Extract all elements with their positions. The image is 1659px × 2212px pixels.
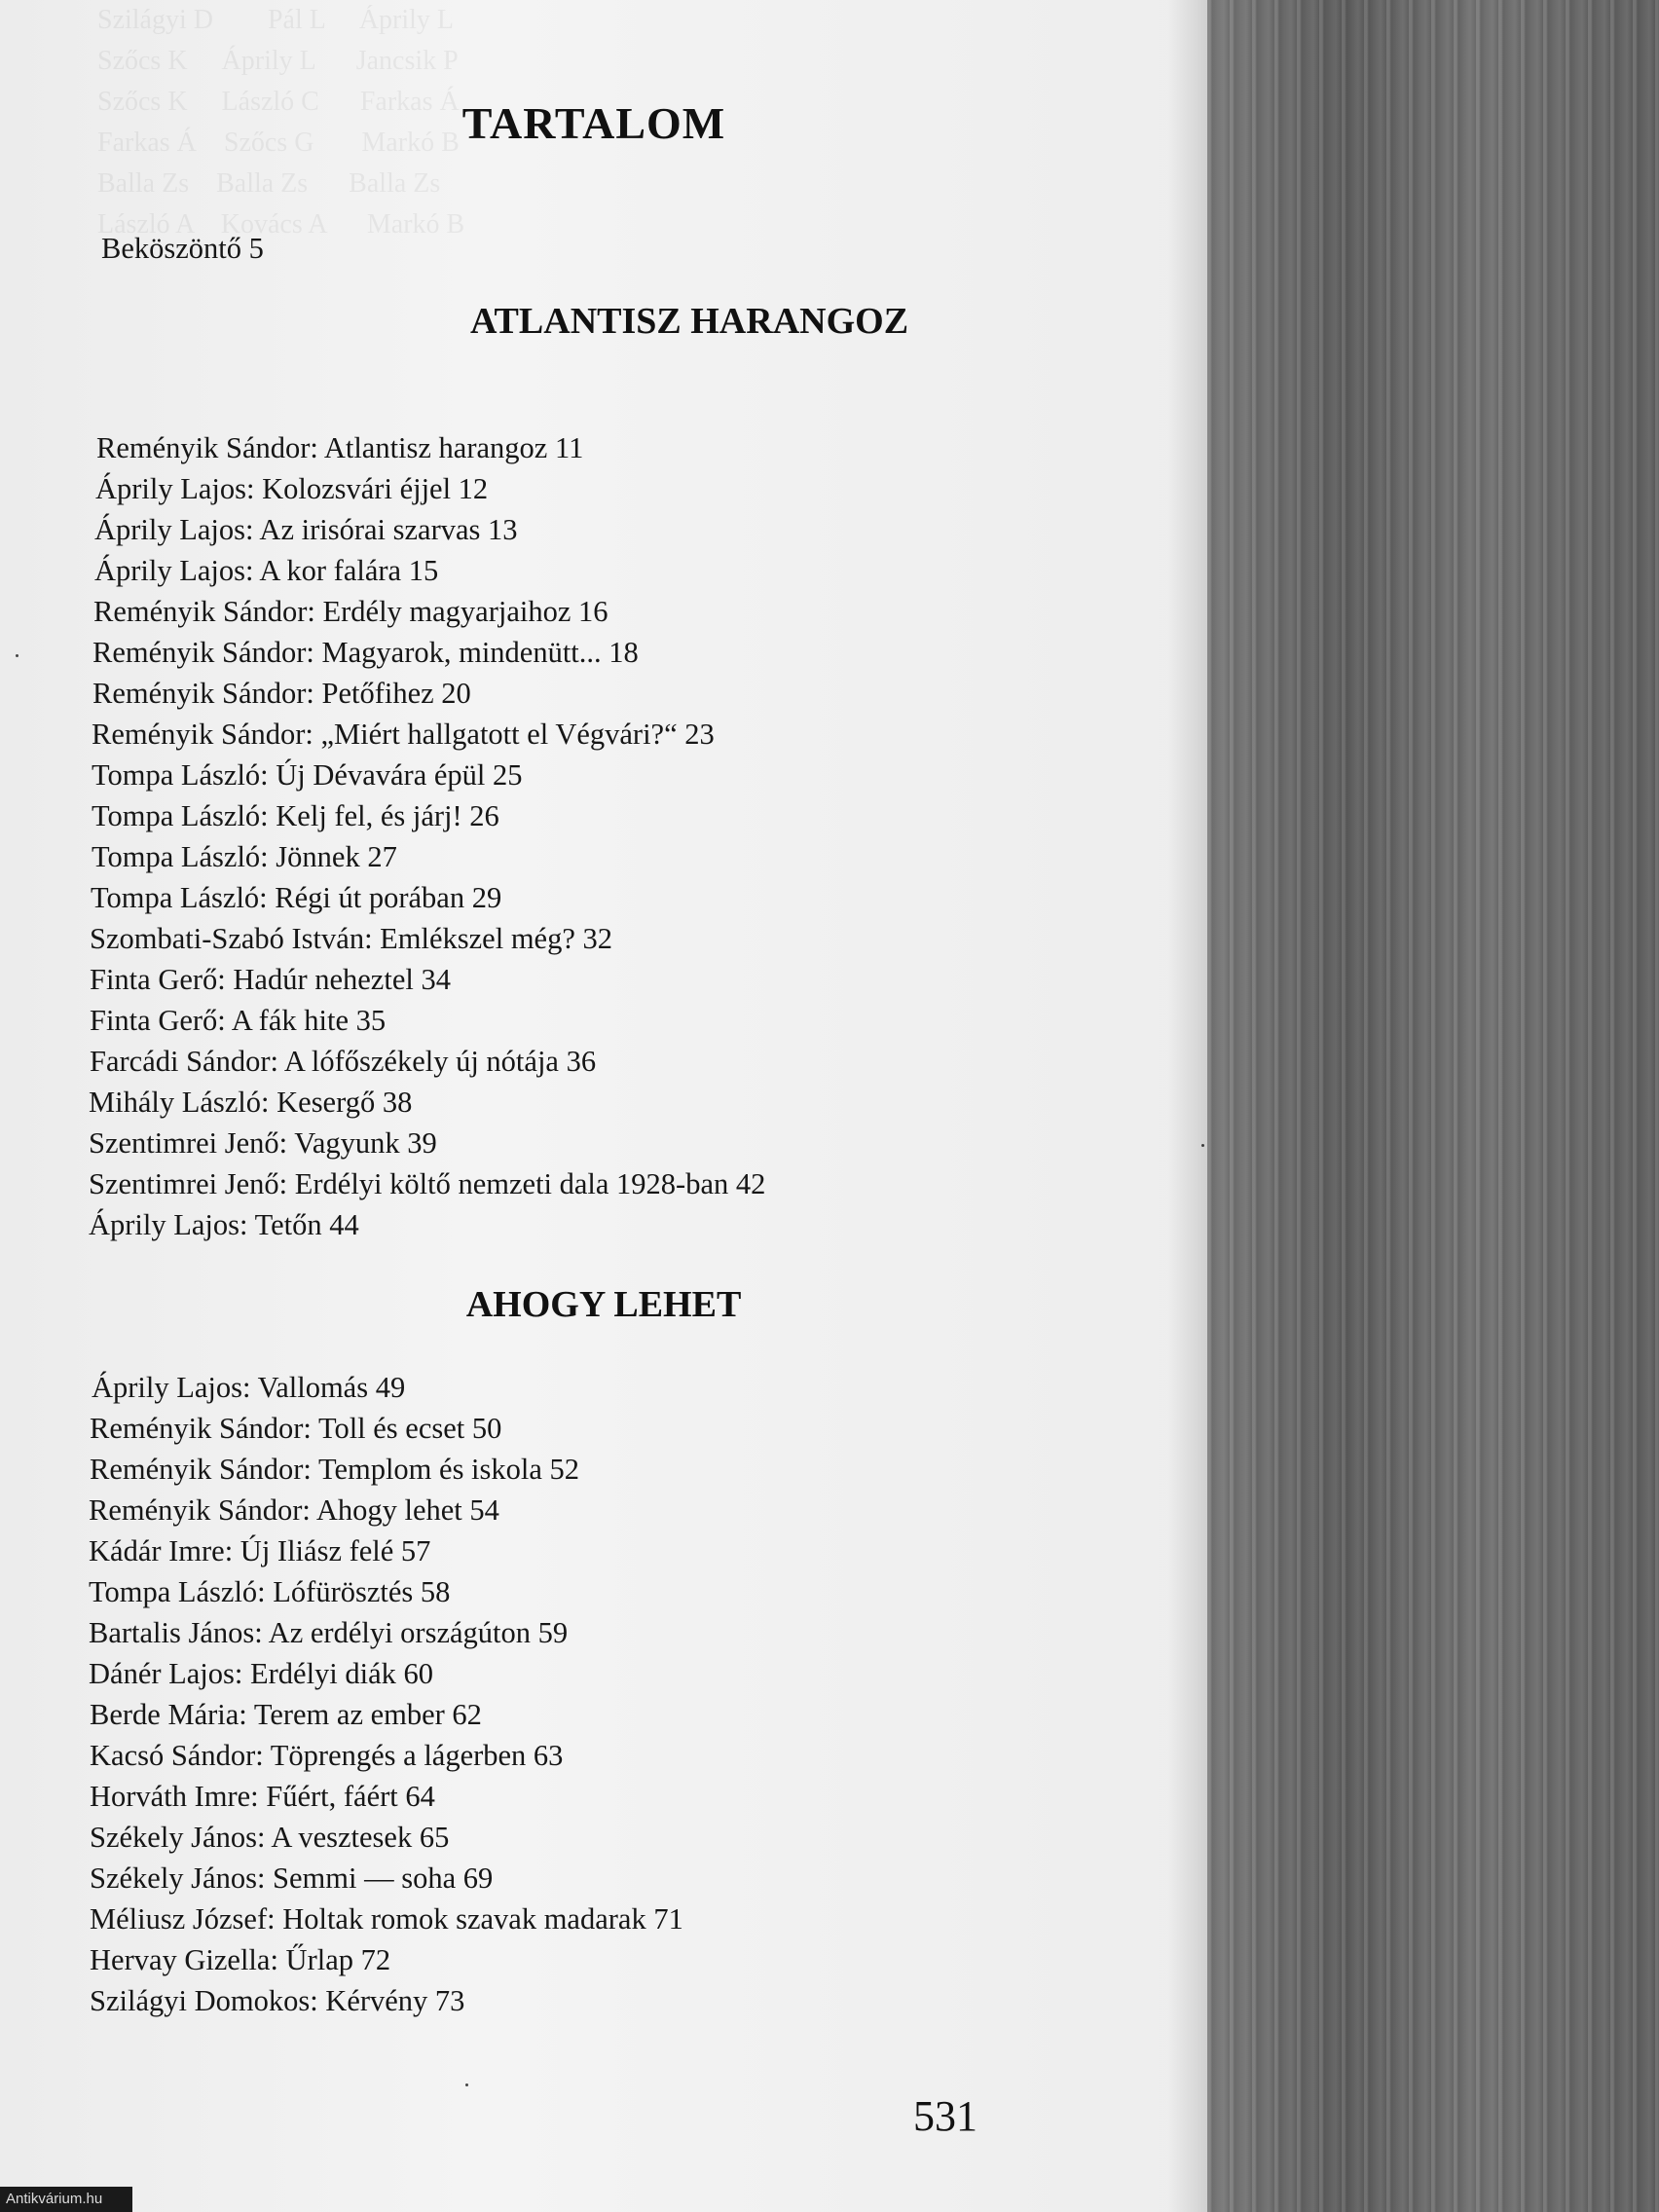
toc-entry: Szentimrei Jenő: Vagyunk 39	[89, 1126, 437, 1160]
toc-entry: Reményik Sándor: Toll és ecset 50	[90, 1412, 502, 1445]
show-through-texture: Szilágyi D Pál L Áprily L Szőcs K Áprily L Jancsik P Szőcs K László C Farkas Á Farkas Á Szőcs G Markó B Balla Zs Balla Zs Balla Zs László A Kovács A Markó B	[97, 5, 465, 240]
wood-surface-background	[1207, 0, 1659, 2212]
toc-entry: Reményik Sándor: Erdély magyarjaihoz 16	[93, 595, 608, 628]
page-number: 531	[913, 2092, 977, 2140]
intro-entry: Beköszöntő 5	[101, 232, 264, 265]
toc-entry: Áprily Lajos: Tetőn 44	[89, 1208, 359, 1241]
toc-entry: Székely János: A vesztesek 65	[90, 1821, 450, 1854]
toc-entry: Áprily Lajos: Az irisórai szarvas 13	[94, 513, 518, 546]
section-heading-atlantisz: ATLANTISZ HARANGOZ	[469, 301, 909, 342]
toc-entry: Tompa László: Régi út porában 29	[91, 881, 502, 914]
toc-entry: Méliusz József: Holtak romok szavak madarak 71	[90, 1902, 683, 1936]
toc-entry: Berde Mária: Terem az ember 62	[90, 1698, 482, 1731]
toc-entry: Kádár Imre: Új Iliász felé 57	[89, 1534, 431, 1567]
toc-entry: Szilágyi Domokos: Kérvény 73	[90, 1984, 465, 2017]
toc-entry: Farcádi Sándor: A lófőszékely új nótája 36	[90, 1045, 597, 1078]
toc-entry: Reményik Sándor: Templom és iskola 52	[90, 1453, 580, 1486]
toc-entry: Finta Gerő: Hadúr neheztel 34	[90, 963, 451, 996]
toc-entry: Bartalis János: Az erdélyi országúton 59	[89, 1616, 569, 1649]
toc-entry: Dánér Lajos: Erdélyi diák 60	[89, 1657, 434, 1690]
toc-entry: Tompa László: Lófürösztés 58	[89, 1575, 451, 1608]
page-title: TARTALOM	[461, 98, 726, 148]
toc-entry: Hervay Gizella: Űrlap 72	[90, 1943, 391, 1976]
toc-entry: Áprily Lajos: Kolozsvári éjjel 12	[95, 472, 489, 505]
toc-entry: Áprily Lajos: A kor falára 15	[94, 554, 439, 587]
toc-entry: Áprily Lajos: Vallomás 49	[92, 1371, 406, 1404]
toc-entry: Finta Gerő: A fák hite 35	[90, 1004, 387, 1037]
page-edge-shadow	[1168, 0, 1207, 2212]
toc-entry: Tompa László: Jönnek 27	[92, 840, 397, 873]
toc-entry: Reményik Sándor: „Miért hallgatott el Végvári?“ 23	[92, 718, 715, 751]
toc-entry: Reményik Sándor: Ahogy lehet 54	[89, 1493, 499, 1527]
section-heading-ahogy-lehet: AHOGY LEHET	[465, 1284, 742, 1325]
toc-entry: Szombati-Szabó István: Emlékszel még? 32	[90, 922, 612, 955]
toc-entry: Tompa László: Új Dévavára épül 25	[92, 758, 523, 792]
toc-entry: Reményik Sándor: Atlantisz harangoz 11	[96, 431, 584, 464]
speck	[16, 654, 18, 657]
toc-entry: Kacsó Sándor: Töprengés a lágerben 63	[90, 1739, 564, 1772]
watermark: Antikvárium.hu	[0, 2187, 132, 2212]
toc-entry: Tompa László: Kelj fel, és járj! 26	[92, 799, 499, 832]
toc-entry: Székely János: Semmi — soha 69	[90, 1862, 494, 1895]
toc-entry: Szentimrei Jenő: Erdélyi költő nemzeti dala 1928-ban 42	[89, 1167, 766, 1200]
toc-entry: Mihály László: Kesergő 38	[89, 1086, 413, 1119]
toc-entry: Reményik Sándor: Magyarok, mindenütt... 18	[92, 636, 639, 669]
toc-entry: Horváth Imre: Fűért, fáért 64	[90, 1780, 435, 1813]
speck	[465, 2083, 468, 2086]
toc-entry: Reményik Sándor: Petőfihez 20	[92, 677, 471, 710]
